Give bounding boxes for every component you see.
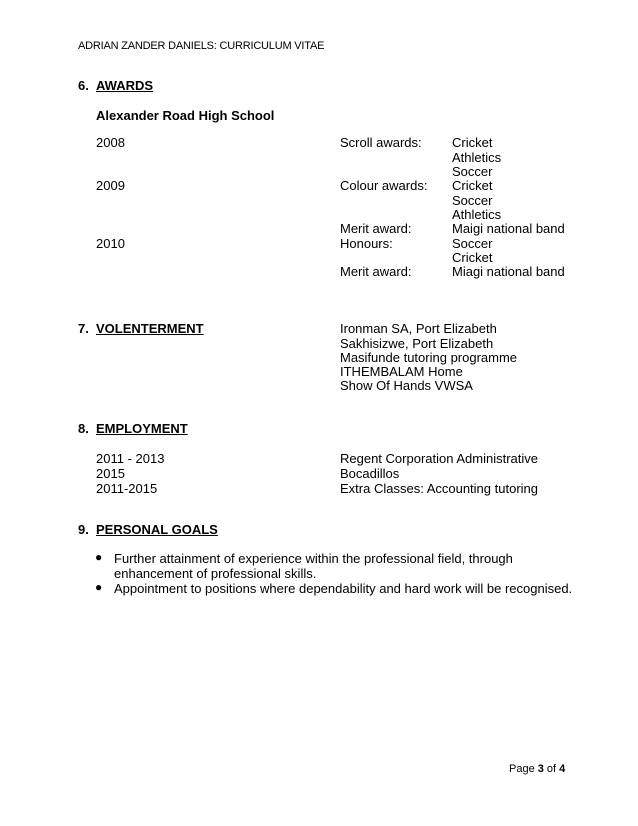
award-year: 2008 — [96, 135, 125, 150]
award-year: 2009 — [96, 178, 125, 193]
volunteer-item: Show Of Hands VWSA — [340, 378, 473, 393]
award-item: Athletics — [452, 207, 502, 222]
award-item: Cricket — [452, 250, 493, 265]
employment-employer: Extra Classes: Accounting tutoring — [340, 481, 538, 496]
goal-text: Further attainment of experience within the professional field, through — [114, 551, 513, 566]
goals-number: 9. — [78, 522, 89, 537]
award-category: Merit award: — [340, 221, 412, 236]
award-item: Cricket — [452, 135, 493, 150]
award-item: Maigi national band — [452, 221, 565, 236]
bullet-icon: ● — [95, 550, 103, 564]
award-year: 2010 — [96, 236, 125, 251]
bullet-icon: ● — [95, 580, 103, 594]
award-item: Miagi national band — [452, 264, 565, 279]
award-category: Merit award: — [340, 264, 412, 279]
award-item: Athletics — [452, 150, 502, 165]
volunteer-item: ITHEMBALAM Home — [340, 364, 463, 379]
award-item: Cricket — [452, 178, 493, 193]
goals-heading: PERSONAL GOALS — [96, 522, 218, 537]
volunteering-heading: VOLENTERMENT — [96, 321, 204, 336]
employment-period: 2011 - 2013 — [96, 451, 165, 466]
awards-number: 6. — [78, 78, 89, 93]
award-item: Soccer — [452, 164, 493, 179]
page-number: Page 3 of 4 — [509, 763, 566, 775]
awards-heading: AWARDS — [96, 78, 154, 93]
volunteer-item: Sakhisizwe, Port Elizabeth — [340, 336, 494, 351]
volunteering-number: 7. — [78, 321, 89, 336]
employment-period: 2015 — [96, 466, 125, 481]
page-header: ADRIAN ZANDER DANIELS: CURRICULUM VITAE — [78, 40, 325, 52]
employment-number: 8. — [78, 421, 89, 436]
award-category: Colour awards: — [340, 178, 428, 193]
award-category: Honours: — [340, 236, 393, 251]
employment-heading: EMPLOYMENT — [96, 421, 188, 436]
awards-school: Alexander Road High School — [96, 108, 275, 123]
goal-text: enhancement of professional skills. — [114, 566, 317, 581]
volunteer-item: Ironman SA, Port Elizabeth — [340, 321, 497, 336]
goal-text: Appointment to positions where dependability and hard work will be recognised. — [114, 581, 573, 596]
award-category: Scroll awards: — [340, 135, 422, 150]
employment-period: 2011-2015 — [96, 481, 158, 496]
award-item: Soccer — [452, 193, 493, 208]
award-item: Soccer — [452, 236, 493, 251]
employment-employer: Regent Corporation Administrative — [340, 451, 538, 466]
employment-employer: Bocadillos — [340, 466, 400, 481]
volunteer-item: Masifunde tutoring programme — [340, 350, 518, 365]
